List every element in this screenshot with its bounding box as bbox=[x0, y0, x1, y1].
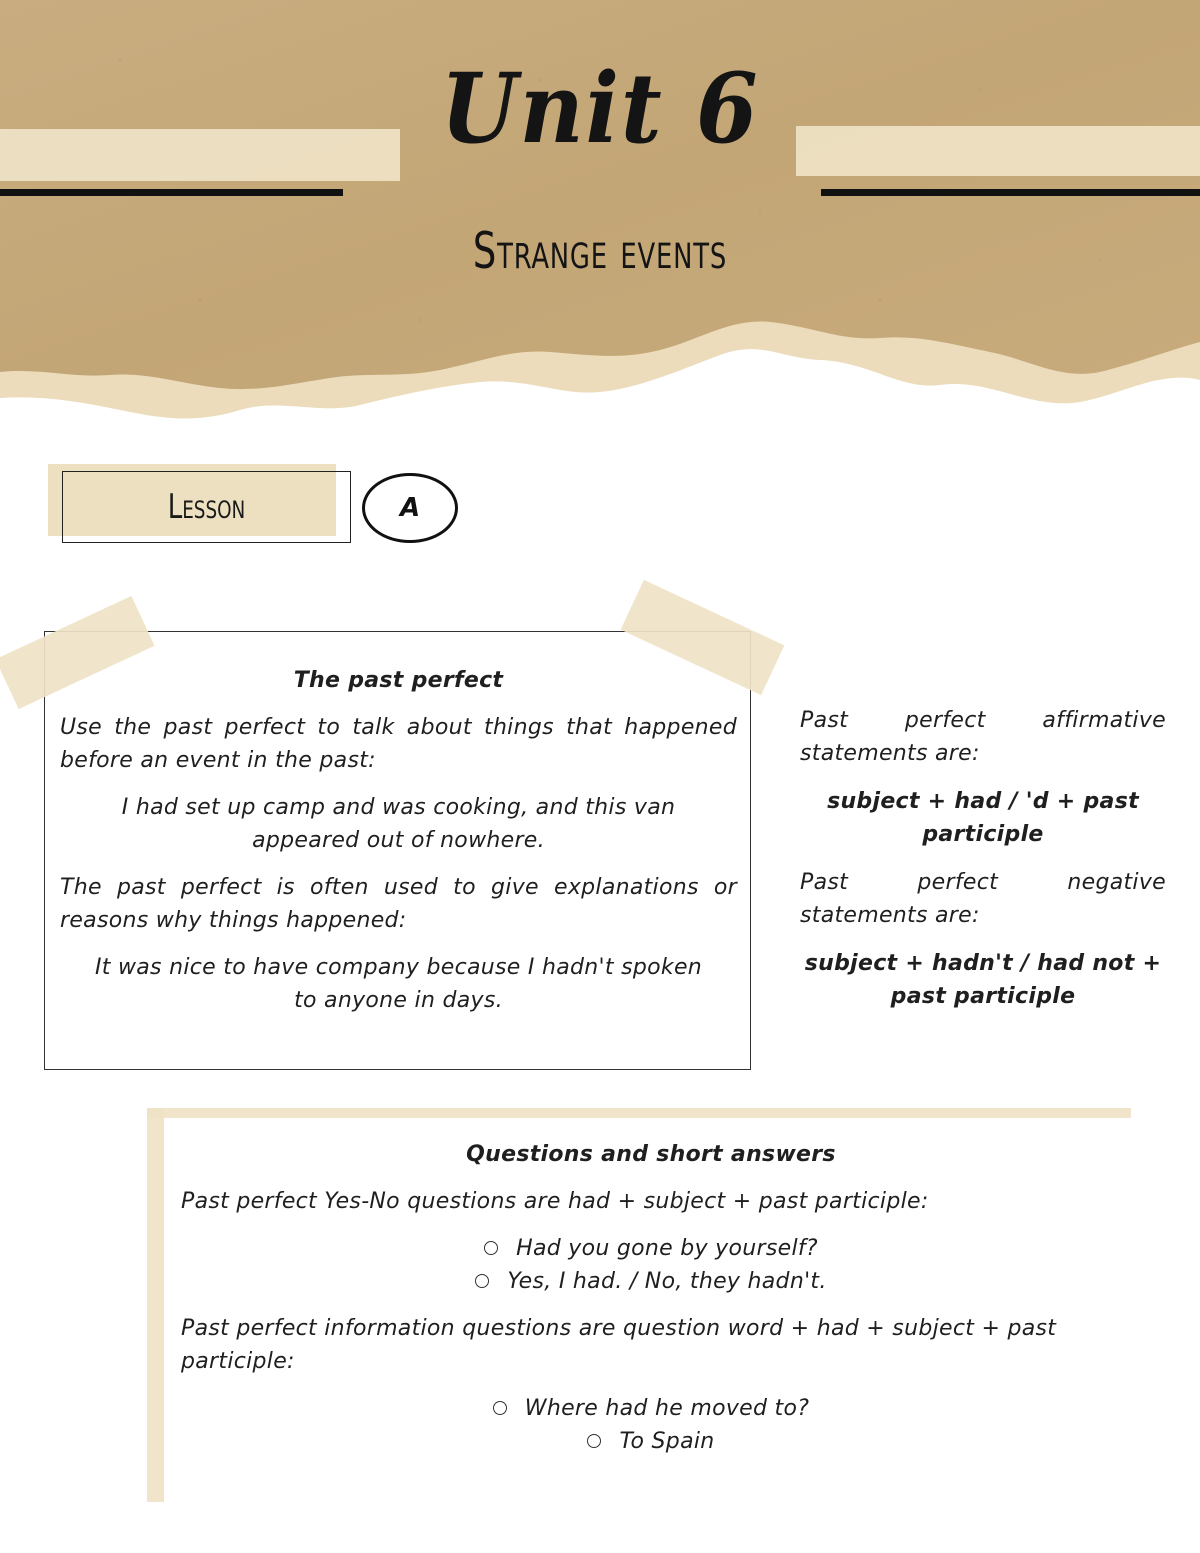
negative-formula: subject + hadn't / had not + past participle bbox=[804, 951, 1162, 1009]
past-perfect-example-1: I had set up camp and was cooking, and this van appeared out of nowhere. bbox=[121, 795, 676, 853]
unit-title: Unit 6 bbox=[440, 52, 760, 165]
yesno-example-2: Yes, I had. / No, they hadn't. bbox=[507, 1269, 827, 1294]
list-item bbox=[181, 1425, 1121, 1458]
bullet-circle-icon bbox=[493, 1401, 507, 1415]
list-item bbox=[181, 1265, 1121, 1298]
past-perfect-example-2: It was nice to have company because I hadn't spoken to anyone in days. bbox=[94, 955, 703, 1013]
past-perfect-heading: The past perfect bbox=[293, 668, 504, 693]
tape-left-border bbox=[147, 1108, 164, 1502]
statements-sidebar bbox=[800, 704, 1166, 1013]
bullet-circle-icon bbox=[484, 1241, 498, 1255]
past-perfect-rule-2: The past perfect is often used to give explanations or reasons why things happened: bbox=[60, 875, 737, 933]
lesson-label: Lesson bbox=[167, 487, 246, 527]
negative-intro: Past perfect negative statements are: bbox=[800, 870, 1166, 928]
affirmative-formula: subject + had / 'd + past participle bbox=[827, 789, 1139, 847]
yesno-example-1: Had you gone by yourself? bbox=[516, 1236, 818, 1261]
rule-right bbox=[821, 189, 1200, 196]
past-perfect-rule-1: Use the past perfect to talk about things that happened before an event in the past: bbox=[60, 715, 737, 773]
questions-heading: Questions and short answers bbox=[466, 1142, 836, 1167]
list-item bbox=[181, 1392, 1121, 1425]
info-example-1: Where had he moved to? bbox=[524, 1396, 810, 1421]
info-rule: Past perfect information questions are question word + had + subject + past participle: bbox=[181, 1316, 1057, 1374]
list-item bbox=[181, 1232, 1121, 1265]
unit-subtitle: Strange events bbox=[472, 222, 728, 280]
rule-left bbox=[0, 189, 343, 196]
tape-top-border bbox=[147, 1108, 1131, 1118]
affirmative-intro: Past perfect affirmative statements are: bbox=[800, 708, 1166, 766]
past-perfect-content bbox=[60, 664, 737, 1017]
questions-content bbox=[181, 1138, 1121, 1458]
info-example-2: To Spain bbox=[619, 1429, 715, 1454]
yesno-rule: Past perfect Yes-No questions are had + subject + past participle: bbox=[181, 1189, 929, 1214]
bullet-circle-icon bbox=[587, 1434, 601, 1448]
lesson-letter-badge: A bbox=[362, 473, 458, 543]
bullet-circle-icon bbox=[475, 1274, 489, 1288]
